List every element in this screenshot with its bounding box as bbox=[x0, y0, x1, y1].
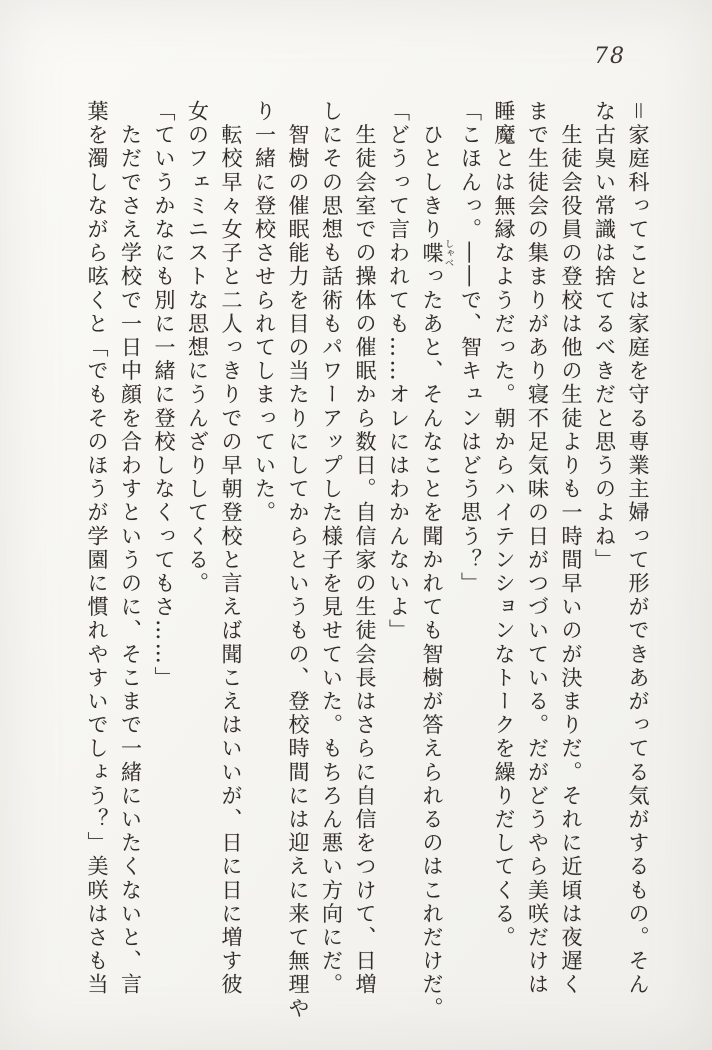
page-number: 78 bbox=[594, 44, 626, 69]
ruby-annotation bbox=[420, 239, 453, 268]
ruby-base: 喋 bbox=[420, 239, 444, 268]
text-line: 生徒会役員の登校は他の生徒よりも一時間早いのが決まりだ。それに近頃は夜遅く bbox=[559, 100, 583, 997]
vertical-text-block bbox=[80, 100, 655, 1030]
text-line: 智樹の催眠能力を目の当たりにしてからというもの、登校時間には迎えに来て無理や bbox=[286, 100, 310, 1021]
text-line: 生徒会室での操体の催眠から数日。自信家の生徒会長はさらに自信をつけて、日増 bbox=[353, 100, 377, 997]
text-line: しにその思想も話術もパワーアップした様子を見せていた。もちろん悪い方向にだ。 bbox=[319, 100, 344, 997]
text-line: り一緒に登校させられてしまっていた。 bbox=[252, 100, 277, 525]
text-line: 転校早々女子と二人っきりでの早朝登校と言えば聞こえはいいが、日に日に増す彼 bbox=[219, 100, 243, 997]
text-line: まで生徒会の集まりがあり寝不足気味の日がつづいている。だがどうやら美咲だけは bbox=[525, 100, 550, 997]
text-line: ＝家庭科ってことは家庭を守る専業主婦って形ができあがってる気がするもの。そん bbox=[626, 100, 650, 997]
text-line: 葉を濁しながら呟くと「でもそのほうが学園に慣れやすいでしょう？」美咲はさも当 bbox=[85, 100, 109, 997]
text-line: 女のフェミニストな思想にうんざりしてくる。 bbox=[185, 100, 210, 596]
text-line: ただでさえ学校で一日中顔を合わすというのに、そこまで一緒にいたくないと、言 bbox=[118, 100, 143, 997]
line-text-pre: ひとしきり bbox=[420, 100, 444, 242]
text-line: な古臭い常識は捨てるべきだと思うのよね」 bbox=[592, 100, 617, 572]
ruby-text: しゃべ bbox=[443, 239, 453, 268]
line-text-post: ったあと、そんなことを聞かれても智樹が答えられるのはこれだけだ。 bbox=[420, 265, 444, 1021]
text-line: 「こほんっ。――で、智キュンはどう思う？」 bbox=[458, 100, 483, 596]
text-line bbox=[415, 100, 454, 1030]
text-line: 「どうって言われても……オレにはわかんないよ」 bbox=[386, 100, 411, 643]
text-line: 「ていうかなにも別に一緒に登校しなくってもさ……」 bbox=[152, 100, 176, 690]
text-line: 睡魔とは無縁なようだった。朝からハイテンションなトークを繰りだしてくる。 bbox=[492, 100, 516, 950]
